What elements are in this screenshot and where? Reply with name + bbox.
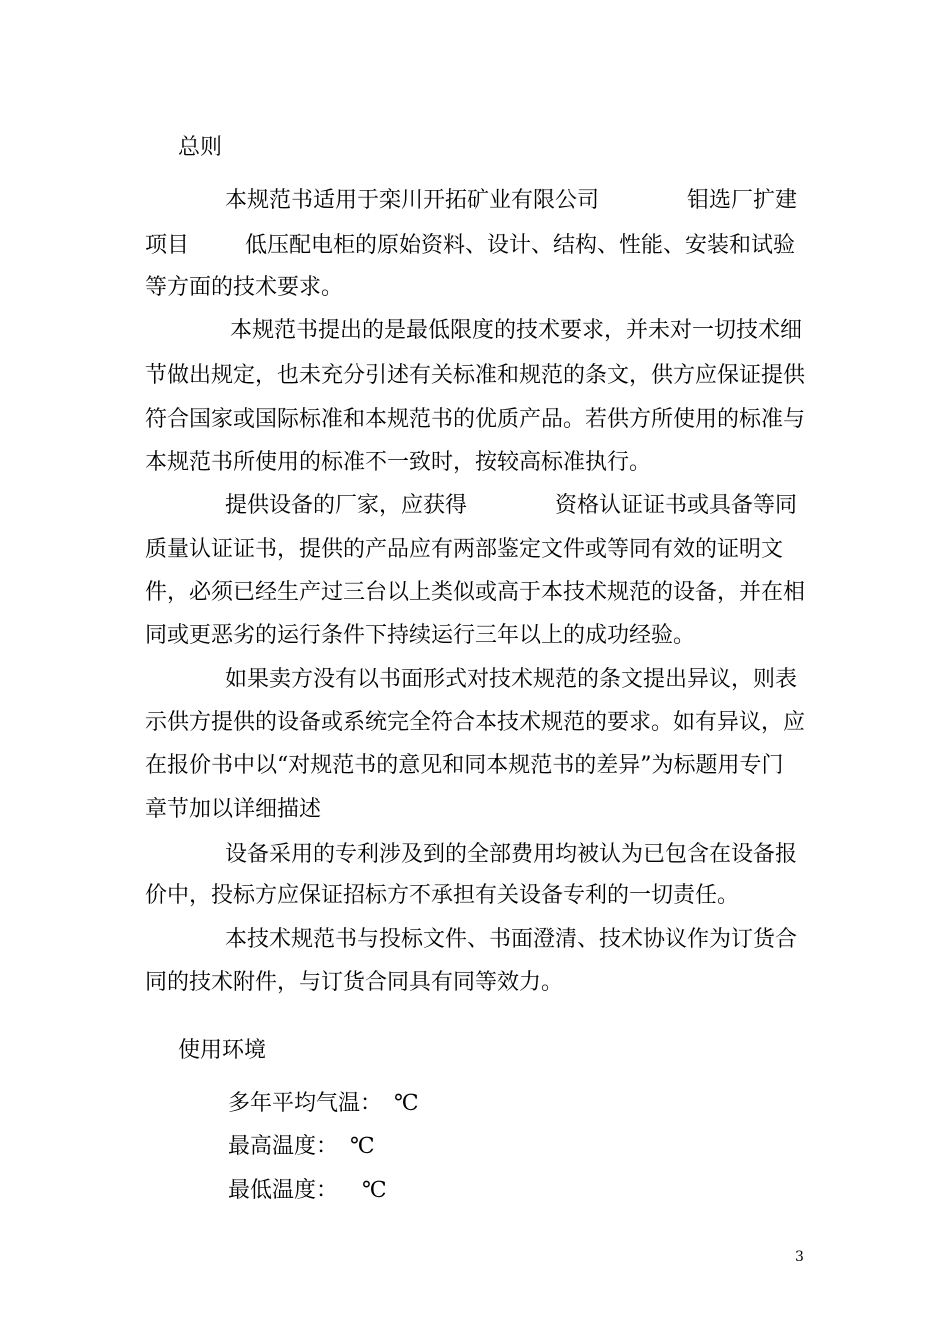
paragraph-text: 项目: [145, 233, 190, 258]
avg-temperature-label: 多年平均气温：: [228, 1091, 383, 1116]
paragraph-4-line-3: 在报价书中以“对规范书的意见和同本规范书的差异”为标题用专门: [145, 753, 784, 778]
avg-temperature-unit: ℃: [394, 1091, 419, 1116]
max-temperature-row: [228, 1132, 375, 1162]
paragraph-1-line-1: [225, 186, 885, 216]
paragraph-2-line-3: 符合国家或国际标准和本规范书的优质产品。若供方所使用的标准与: [145, 407, 805, 432]
paragraph-4-line-1: 如果卖方没有以书面形式对技术规范的条文提出异议，则表: [225, 667, 798, 692]
paragraph-6-line-1: 本技术规范书与投标文件、书面澄清、技术协议作为订货合: [225, 927, 798, 952]
paragraph-2-line-1: 本规范书提出的是最低限度的技术要求，并未对一切技术细: [230, 318, 803, 343]
max-temperature-unit: ℃: [350, 1134, 375, 1159]
paragraph-1-line-3: 等方面的技术要求。: [145, 275, 344, 300]
paragraph-text: 钼选厂扩建: [687, 188, 798, 213]
paragraph-5-line-2: 价中，投标方应保证招标方不承担有关设备专利的一切责任。: [145, 883, 740, 908]
paragraph-4-line-4: 章节加以详细描述: [145, 797, 322, 822]
paragraph-text: 本规范书适用于栾川开拓矿业有限公司: [225, 188, 600, 213]
paragraph-text: 提供设备的厂家，应获得: [225, 493, 468, 518]
max-temperature-label: 最高温度：: [228, 1134, 339, 1159]
paragraph-3-line-2: 质量认证证书，提供的产品应有两部鉴定文件或等同有效的证明文: [145, 537, 784, 562]
min-temperature-label: 最低温度：: [228, 1178, 339, 1203]
section-heading-general: 总则: [178, 135, 223, 160]
paragraph-2-line-2: 节做出规定，也未充分引述有关标准和规范的条文，供方应保证提供: [145, 363, 805, 388]
section-heading-environment: 使用环境: [178, 1038, 267, 1063]
paragraph-2-line-4: 本规范书所使用的标准不一致时，按较高标准执行。: [145, 450, 652, 475]
min-temperature-unit: ℃: [362, 1178, 387, 1203]
avg-temperature-row: [228, 1089, 419, 1119]
paragraph-3-line-3: 件，必须已经生产过三台以上类似或高于本技术规范的设备，并在相: [145, 580, 805, 605]
paragraph-text: 低压配电柜的原始资料、设计、结构、性能、安装和试验: [245, 233, 796, 258]
paragraph-5-line-1: 设备采用的专利涉及到的全部费用均被认为已包含在设备报: [225, 842, 798, 867]
page-number: 3: [795, 1249, 804, 1265]
min-temperature-row: [228, 1176, 387, 1206]
paragraph-text: 资格认证证书或具备等同: [555, 493, 798, 518]
paragraph-3-line-1: [225, 491, 885, 521]
paragraph-6-line-2: 同的技术附件，与订货合同具有同等效力。: [145, 970, 564, 995]
paragraph-4-line-2: 示供方提供的设备或系统完全符合本技术规范的要求。如有异议，应: [145, 710, 805, 735]
paragraph-1-line-2: [145, 231, 805, 261]
paragraph-3-line-4: 同或更恶劣的运行条件下持续运行三年以上的成功经验。: [145, 623, 696, 648]
